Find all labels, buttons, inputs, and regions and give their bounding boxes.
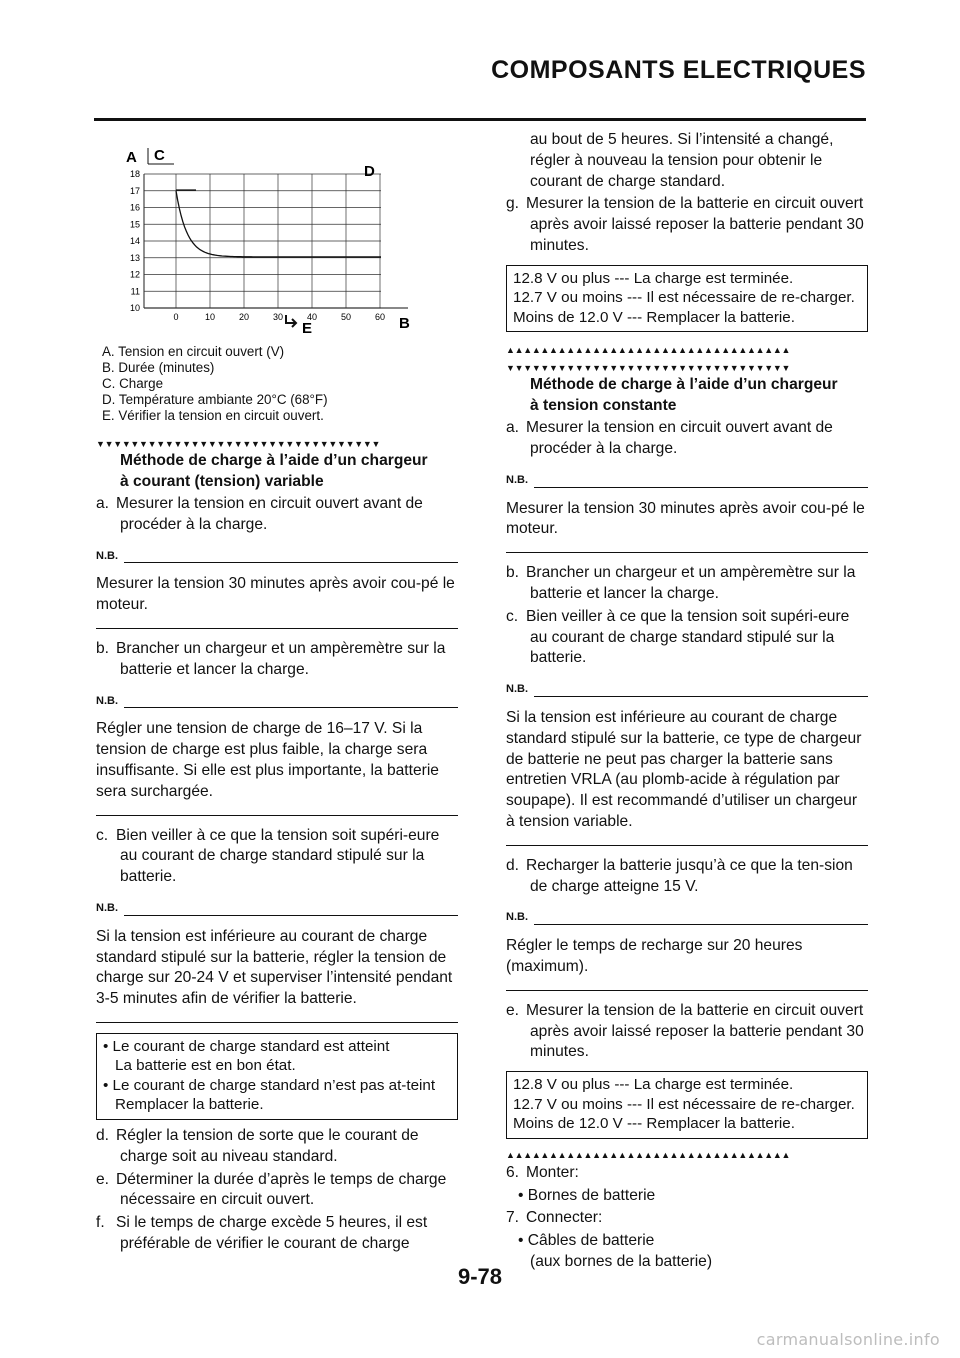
nb-header: N.B. (506, 907, 868, 928)
arrow-e-icon (286, 315, 296, 327)
box-item: • Le courant de charge standard n’est pas at-teint (103, 1076, 436, 1094)
y-tick-label: 10 (129, 303, 140, 313)
x-tick-label: 50 (340, 312, 352, 322)
label-e: E (302, 320, 313, 337)
nb-header: N.B. (96, 691, 458, 712)
section-end-marker: ▲▲▲▲▲▲▲▲▲▲▲▲▲▲▲▲▲▲▲▲▲▲▲▲▲▲▲▲▲▲▲▲▲ (506, 1149, 791, 1160)
page-number: 9-78 (457, 1264, 503, 1289)
x-tick-label: 30 (272, 312, 284, 322)
result-box: 12.8 V ou plus --- La charge est terminée. 12.7 V ou moins --- Il est nécessaire de re-charger. Moins de 12.0 V --- Remplacer la batterie. (506, 1071, 868, 1139)
box-item-sub: La batterie est en bon état. (115, 1057, 296, 1075)
page-title: COMPOSANTS ELECTRIQUES (491, 56, 866, 84)
nb-header: N.B. (96, 546, 458, 567)
y-tick-label: 11 (130, 286, 140, 297)
method-title-variable: Méthode de charge à l’aide d’un chargeur à courant (tension) variable (120, 452, 428, 490)
caption-c: C. Charge (102, 376, 164, 391)
method-title-constant: Méthode de charge à l’aide d’un chargeur à tension constante (530, 376, 838, 415)
voltage-curve (176, 191, 381, 257)
nb-end-rule (96, 815, 458, 816)
y-tick-label: 17 (129, 185, 140, 196)
nb-end-rule (96, 1022, 458, 1023)
y-tick-label: 18 (129, 169, 140, 179)
graph-y-ticks (130, 169, 140, 313)
nb-end-rule (506, 990, 868, 991)
x-tick-label: 60 (374, 312, 386, 322)
nb-text: Régler le temps de recharge sur 20 heures (maximum). (506, 937, 803, 976)
nb-header: N.B. (506, 679, 868, 700)
step-7: 7. Connecter: (506, 1209, 603, 1227)
x-tick-label: 40 (306, 312, 318, 322)
charge-graph-svg (96, 130, 458, 340)
right-column (506, 130, 868, 1273)
result-box (96, 1033, 458, 1120)
x-tick-label: 0 (173, 312, 179, 322)
label-d: D (364, 163, 375, 180)
caption-d: D. Température ambiante 20°C (68°F) (102, 392, 328, 407)
label-a: A (126, 149, 137, 166)
caption-e: E. Vérifier la tension en circuit ouvert. (102, 408, 324, 423)
step-e: e. Déterminer la durée d’après le temps de charge nécessaire en circuit ouvert. (96, 1170, 447, 1209)
y-tick-label: 12 (129, 269, 140, 280)
step-6-item: • Bornes de batterie (518, 1186, 656, 1204)
step-c: c. Bien veiller à ce que la tension soit supéri-eure au courant de charge standard stipulé sur la batterie. (506, 607, 850, 667)
nb-text: Mesurer la tension 30 minutes après avoir cou-pé le moteur. (506, 499, 865, 538)
step-7-item-note: (aux bornes de la batterie) (530, 1252, 713, 1270)
nb-header: N.B. (506, 470, 868, 491)
label-c: C (154, 147, 165, 164)
x-tick-label: 10 (204, 312, 216, 322)
result-box: 12.8 V ou plus --- La charge est terminée. 12.7 V ou moins --- Il est nécessaire de re-charger. Moins de 12.0 V --- Remplacer la batterie. (506, 265, 868, 333)
step-d: d. Recharger la batterie jusqu’à ce que la ten-sion de charge atteigne 15 V. (506, 856, 853, 895)
nb-text: Mesurer la tension 30 minutes après avoir cou-pé le moteur. (96, 575, 455, 614)
step-6: 6. Monter: (506, 1163, 579, 1181)
y-tick-label: 14 (129, 236, 140, 246)
title-rule (94, 118, 866, 121)
y-tick-label: 16 (129, 202, 140, 213)
step-a: a. Mesurer la tension en circuit ouvert avant de procéder à la charge. (96, 495, 423, 533)
section-end-marker: ▲▲▲▲▲▲▲▲▲▲▲▲▲▲▲▲▲▲▲▲▲▲▲▲▲▲▲▲▲▲▲▲▲ (506, 345, 791, 356)
nb-end-rule (506, 845, 868, 846)
nb-text: Si la tension est inférieure au courant de charge standard stipulé sur la batterie, régler la tension de charge sur 20-24 V et superviser l’intensité pendant 3-5 minutes afin de vérifier la batterie. (96, 927, 453, 1008)
nb-end-rule (506, 552, 868, 553)
box-item: • Le courant de charge standard est atteint (103, 1037, 390, 1055)
nb-header: N.B. (96, 898, 458, 919)
step-f: f. Si le temps de charge excède 5 heures, il est préférable de vérifier le courant de charge (96, 1214, 428, 1252)
section-start-marker: ▼▼▼▼▼▼▼▼▼▼▼▼▼▼▼▼▼▼▼▼▼▼▼▼▼▼▼▼▼▼▼▼▼ (96, 439, 381, 449)
watermark: carmanualsonline.info (756, 1330, 940, 1349)
left-column (96, 130, 458, 1257)
section-start-marker: ▼▼▼▼▼▼▼▼▼▼▼▼▼▼▼▼▼▼▼▼▼▼▼▼▼▼▼▼▼▼▼▼▼ (506, 363, 791, 374)
step-e: e. Mesurer la tension de la batterie en circuit ouvert après avoir laissé reposer la batterie pendant 30 minutes. (506, 1001, 864, 1061)
nb-text: Si la tension est inférieure au courant de charge standard stipulé sur la batterie, ce type de chargeur de batterie ne peut pas charger la batterie sans entretien VRLA (au plomb-acide à régulation par soupape). Il est recommandé d’utiliser un chargeur à tension variable. (506, 709, 862, 831)
caption-b: B. Durée (minutes) (102, 360, 215, 375)
step-c: c. Bien veiller à ce que la tension soit supéri-eure au courant de charge standard stipulé sur la batterie. (96, 826, 440, 886)
step-d: d. Régler la tension de sorte que le courant de charge soit au niveau standard. (96, 1126, 419, 1165)
step-7-item: • Câbles de batterie (518, 1232, 655, 1250)
x-tick-label: 20 (238, 312, 250, 322)
y-tick-label: 15 (129, 219, 140, 230)
charge-graph (96, 130, 458, 340)
graph-x-ticks (173, 312, 385, 322)
y-tick-label: 13 (129, 252, 140, 263)
graph-captions (96, 344, 458, 424)
graph-grid (144, 174, 381, 308)
continued-text: au bout de 5 heures. Si l’intensité a changé, régler à nouveau la tension pour obtenir le courant de charge standard. (530, 131, 834, 190)
step-b: b. Brancher un chargeur et un ampèremètre sur la batterie et lancer la charge. (506, 564, 856, 603)
label-b: B (399, 315, 410, 332)
caption-a: A. Tension en circuit ouvert (V) (102, 344, 285, 359)
nb-end-rule (96, 628, 458, 629)
step-g: g. Mesurer la tension de la batterie en circuit ouvert après avoir laissé reposer la batterie pendant 30 minutes. (506, 195, 864, 254)
step-a: a. Mesurer la tension en circuit ouvert avant de procéder à la charge. (506, 419, 833, 458)
nb-text: Régler une tension de charge de 16–17 V. Si la tension de charge est plus faible, la charge sera insuffisante. Si elle est plus importante, la batterie sera surchargée. (96, 720, 439, 800)
step-b: b. Brancher un chargeur et un ampèremètre sur la batterie et lancer la charge. (96, 639, 446, 678)
box-item-sub: Remplacer la batterie. (115, 1096, 264, 1114)
